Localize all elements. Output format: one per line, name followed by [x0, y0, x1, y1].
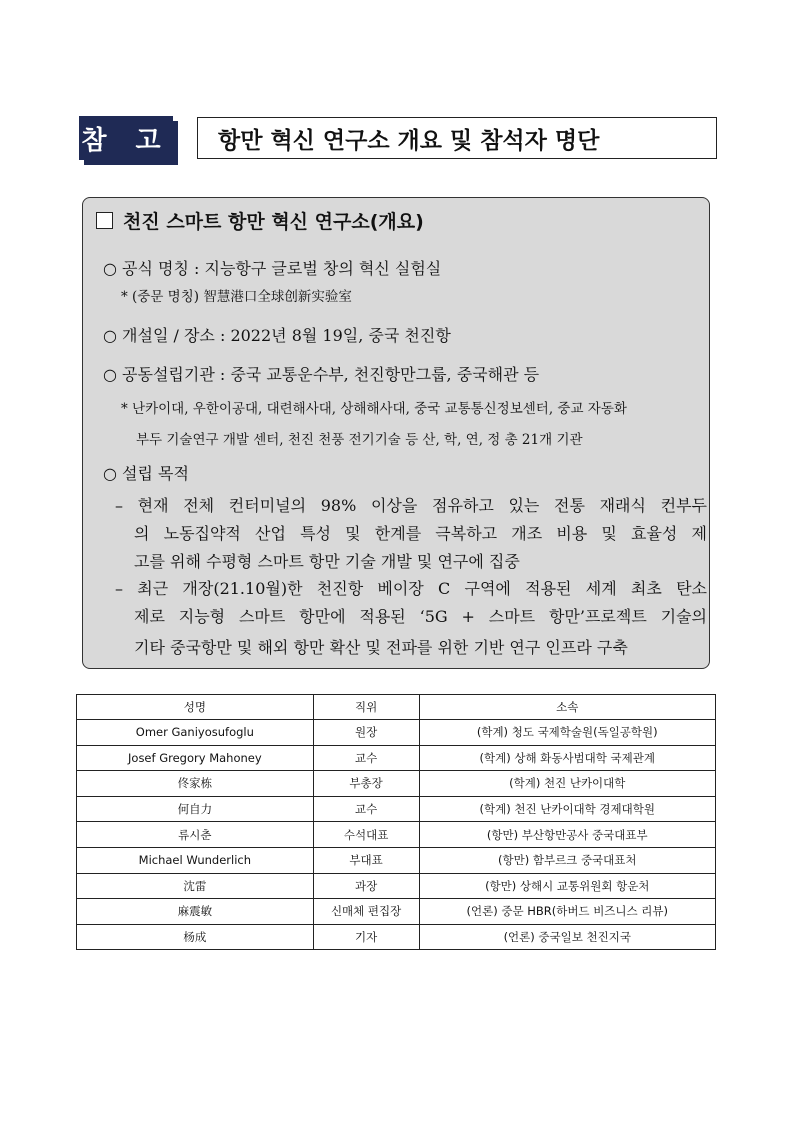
header-label-shadow-bottom	[84, 160, 178, 165]
cell-position: 과장	[313, 873, 419, 899]
cell-position: 신매체 편집장	[313, 899, 419, 925]
table-row	[77, 745, 716, 771]
purpose-2-line-2: 제로 지능형 스마트 항만에 적용된 ‘5G + 스마트 항만’프로젝트 기술의	[134, 607, 707, 626]
purpose-1-line-3: 고를 위해 수평형 스마트 항만 기술 개발 및 연구에 집중	[134, 552, 520, 571]
cell-name: Josef Gregory Mahoney	[77, 745, 314, 771]
cell-affiliation: (학계) 천진 난카이대학	[419, 771, 716, 797]
cell-name: 麻震敏	[77, 899, 314, 925]
cell-affiliation: (언론) 중국일보 천진지국	[419, 924, 716, 950]
cell-affiliation: (항만) 상해시 교통위원회 항운처	[419, 873, 716, 899]
cell-affiliation: (학계) 상해 화동사범대학 국제관계	[419, 745, 716, 771]
cell-name: Michael Wunderlich	[77, 847, 314, 873]
cell-position: 부총장	[313, 771, 419, 797]
overview-title-text: 천진 스마트 항만 혁신 연구소(개요)	[123, 211, 424, 233]
cell-affiliation: (항만) 함부르크 중국대표처	[419, 847, 716, 873]
cell-position: 수석대표	[313, 822, 419, 848]
page-title: 항만 혁신 연구소 개요 및 참석자 명단	[197, 117, 717, 159]
table-row	[77, 822, 716, 848]
cell-position: 교수	[313, 745, 419, 771]
founders-info: ○ 공동설립기관 : 중국 교통운수부, 천진항만그룹, 중국해관 등	[103, 365, 540, 384]
opening-info: ○ 개설일 / 장소 : 2022년 8월 19일, 중국 천진항	[103, 326, 451, 345]
purpose-2-line-3: 기타 중국항만 및 해외 항만 확산 및 전파를 위한 기반 연구 인프라 구축	[134, 638, 628, 657]
cell-name: 류시춘	[77, 822, 314, 848]
cell-position: 원장	[313, 720, 419, 746]
table-row	[77, 899, 716, 925]
cell-name: Omer Ganiyosufoglu	[77, 720, 314, 746]
purpose-heading: ○ 설립 목적	[103, 464, 189, 483]
checkbox-icon	[96, 212, 113, 229]
cell-name: 佟家栋	[77, 771, 314, 797]
attendee-table	[76, 694, 716, 950]
table-header-row	[77, 695, 716, 720]
chinese-name: * (중문 명칭) 智慧港口全球创新实验室	[121, 289, 352, 305]
table-row	[77, 847, 716, 873]
purpose-1-line-1: – 현재 전체 컨터미널의 98% 이상을 점유하고 있는 전통 재래식 컨부두	[115, 496, 707, 515]
table-row	[77, 924, 716, 950]
cell-name: 沈雷	[77, 873, 314, 899]
overview-title	[96, 207, 424, 234]
table-row	[77, 873, 716, 899]
cell-affiliation: (학계) 청도 국제학술원(독일공학원)	[419, 720, 716, 746]
purpose-1-line-2: 의 노동집약적 산업 특성 및 한계를 극복하고 개조 비용 및 효율성 제	[134, 524, 707, 543]
cell-name: 何自力	[77, 796, 314, 822]
purpose-2-line-1: – 최근 개장(21.10월)한 천진항 베이장 C 구역에 적용된 세계 최초 탄소	[115, 579, 707, 598]
cell-affiliation: (언론) 중문 HBR(하버드 비즈니스 리뷰)	[419, 899, 716, 925]
header-label-shadow	[173, 121, 178, 165]
header-position: 직위	[313, 695, 419, 720]
cell-position: 기자	[313, 924, 419, 950]
founders-note-line-1: * 난카이대, 우한이공대, 대련해사대, 상해해사대, 중국 교통통신정보센터, 중교 자동화	[121, 401, 627, 417]
table-row	[77, 720, 716, 746]
founders-note-line-2: 부두 기술연구 개발 센터, 천진 천풍 전기기술 등 산, 학, 연, 정 총 21개 기관	[136, 432, 583, 448]
cell-affiliation: (항만) 부산항만공사 중국대표부	[419, 822, 716, 848]
table-row	[77, 771, 716, 797]
cell-name: 杨成	[77, 924, 314, 950]
official-name: ○ 공식 명칭 : 지능항구 글로벌 창의 혁신 실험실	[103, 259, 442, 278]
table-row	[77, 796, 716, 822]
cell-position: 부대표	[313, 847, 419, 873]
header-label: 참 고	[79, 116, 173, 160]
cell-affiliation: (학계) 천진 난카이대학 경제대학원	[419, 796, 716, 822]
header-name: 성명	[77, 695, 314, 720]
cell-position: 교수	[313, 796, 419, 822]
header-affiliation: 소속	[419, 695, 716, 720]
